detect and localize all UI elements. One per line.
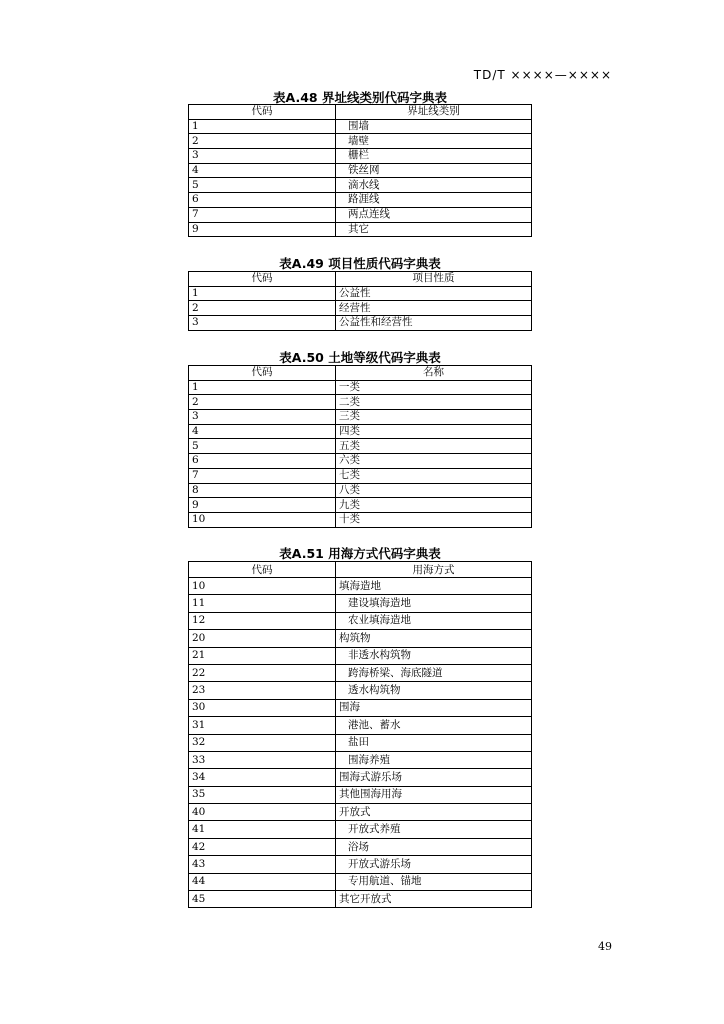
table-row xyxy=(189,873,532,890)
name-cell: 八类 xyxy=(336,483,532,498)
table-row xyxy=(189,751,532,768)
code-cell: 22 xyxy=(189,664,336,681)
name-cell: 一类 xyxy=(336,380,532,395)
code-cell: 5 xyxy=(189,439,336,454)
name-cell: 填海造地 xyxy=(336,578,532,595)
code-cell: 30 xyxy=(189,699,336,716)
code-cell: 10 xyxy=(189,512,336,527)
name-cell: 七类 xyxy=(336,468,532,483)
table-row xyxy=(189,149,532,164)
name-cell: 透水构筑物 xyxy=(336,682,532,699)
table-row xyxy=(189,498,532,513)
name-cell: 跨海桥梁、海底隧道 xyxy=(336,664,532,681)
code-cell: 6 xyxy=(189,454,336,469)
column-header-name: 名称 xyxy=(336,366,532,381)
code-cell: 41 xyxy=(189,821,336,838)
code-cell: 7 xyxy=(189,468,336,483)
code-cell: 7 xyxy=(189,207,336,222)
name-cell: 围海养殖 xyxy=(336,751,532,768)
name-cell: 非透水构筑物 xyxy=(336,647,532,664)
code-cell: 2 xyxy=(189,134,336,149)
name-cell: 两点连线 xyxy=(336,207,532,222)
table-a48 xyxy=(188,104,532,237)
table-header-row xyxy=(189,272,532,287)
table-row xyxy=(189,454,532,469)
code-cell: 23 xyxy=(189,682,336,699)
name-cell: 二类 xyxy=(336,395,532,410)
table-row xyxy=(189,734,532,751)
table-row xyxy=(189,664,532,681)
table-row xyxy=(189,286,532,301)
table-row xyxy=(189,647,532,664)
name-cell: 围墙 xyxy=(336,119,532,134)
name-cell: 路涯线 xyxy=(336,193,532,208)
table-row xyxy=(189,612,532,629)
code-cell: 9 xyxy=(189,498,336,513)
column-header-code: 代码 xyxy=(189,272,336,287)
table-row xyxy=(189,163,532,178)
code-cell: 3 xyxy=(189,410,336,425)
code-cell: 4 xyxy=(189,163,336,178)
name-cell: 其它开放式 xyxy=(336,891,532,908)
column-header-code: 代码 xyxy=(189,562,336,578)
table-row xyxy=(189,483,532,498)
column-header-code: 代码 xyxy=(189,105,336,120)
code-cell: 5 xyxy=(189,178,336,193)
code-cell: 31 xyxy=(189,717,336,734)
table-row xyxy=(189,699,532,716)
code-cell: 9 xyxy=(189,222,336,237)
code-cell: 21 xyxy=(189,647,336,664)
name-cell: 其它 xyxy=(336,222,532,237)
name-cell: 专用航道、锚地 xyxy=(336,873,532,890)
column-header-code: 代码 xyxy=(189,366,336,381)
table-row xyxy=(189,439,532,454)
name-cell: 盐田 xyxy=(336,734,532,751)
code-cell: 33 xyxy=(189,751,336,768)
code-cell: 12 xyxy=(189,612,336,629)
name-cell: 其他围海用海 xyxy=(336,786,532,803)
code-cell: 6 xyxy=(189,193,336,208)
table-row xyxy=(189,856,532,873)
name-cell: 六类 xyxy=(336,454,532,469)
code-cell: 1 xyxy=(189,119,336,134)
table-row xyxy=(189,134,532,149)
table-header-row xyxy=(189,562,532,578)
table-row xyxy=(189,821,532,838)
table-row xyxy=(189,769,532,786)
name-cell: 墙壁 xyxy=(336,134,532,149)
table-row xyxy=(189,222,532,237)
name-cell: 九类 xyxy=(336,498,532,513)
table-a49-caption: 表A.49 项目性质代码字典表 xyxy=(279,256,441,271)
document-header: TD/T ××××—×××× xyxy=(473,68,612,82)
code-cell: 35 xyxy=(189,786,336,803)
table-a50 xyxy=(188,365,532,528)
page-number: 49 xyxy=(598,940,612,953)
table-row xyxy=(189,119,532,134)
code-cell: 11 xyxy=(189,595,336,612)
table-row xyxy=(189,380,532,395)
name-cell: 建设填海造地 xyxy=(336,595,532,612)
column-header-name: 项目性质 xyxy=(336,272,532,287)
table-row xyxy=(189,301,532,316)
table-row xyxy=(189,316,532,331)
table-header-row xyxy=(189,366,532,381)
name-cell: 构筑物 xyxy=(336,630,532,647)
name-cell: 十类 xyxy=(336,512,532,527)
table-row xyxy=(189,512,532,527)
column-header-name: 用海方式 xyxy=(336,562,532,578)
table-a49 xyxy=(188,271,532,331)
table-row xyxy=(189,838,532,855)
table-a51-caption: 表A.51 用海方式代码字典表 xyxy=(279,546,441,561)
table-a48-caption: 表A.48 界址线类别代码字典表 xyxy=(273,90,447,105)
code-cell: 34 xyxy=(189,769,336,786)
table-row xyxy=(189,804,532,821)
table-a50-caption: 表A.50 土地等级代码字典表 xyxy=(279,350,441,365)
code-cell: 40 xyxy=(189,804,336,821)
code-cell: 45 xyxy=(189,891,336,908)
name-cell: 铁丝网 xyxy=(336,163,532,178)
name-cell: 五类 xyxy=(336,439,532,454)
table-row xyxy=(189,595,532,612)
table-row xyxy=(189,410,532,425)
code-cell: 32 xyxy=(189,734,336,751)
code-cell: 1 xyxy=(189,380,336,395)
name-cell: 浴场 xyxy=(336,838,532,855)
name-cell: 农业填海造地 xyxy=(336,612,532,629)
code-cell: 2 xyxy=(189,301,336,316)
code-cell: 43 xyxy=(189,856,336,873)
name-cell: 栅栏 xyxy=(336,149,532,164)
table-row xyxy=(189,193,532,208)
table-row xyxy=(189,682,532,699)
code-cell: 4 xyxy=(189,424,336,439)
name-cell: 开放式 xyxy=(336,804,532,821)
name-cell: 三类 xyxy=(336,410,532,425)
table-row xyxy=(189,786,532,803)
name-cell: 港池、蓄水 xyxy=(336,717,532,734)
code-cell: 8 xyxy=(189,483,336,498)
name-cell: 围海式游乐场 xyxy=(336,769,532,786)
name-cell: 公益性和经营性 xyxy=(336,316,532,331)
table-row xyxy=(189,395,532,410)
column-header-name: 界址线类别 xyxy=(336,105,532,120)
name-cell: 开放式养殖 xyxy=(336,821,532,838)
table-a51 xyxy=(188,561,532,908)
code-cell: 3 xyxy=(189,316,336,331)
table-row xyxy=(189,891,532,908)
table-row xyxy=(189,578,532,595)
table-row xyxy=(189,630,532,647)
code-cell: 1 xyxy=(189,286,336,301)
name-cell: 开放式游乐场 xyxy=(336,856,532,873)
table-row xyxy=(189,717,532,734)
table-row xyxy=(189,468,532,483)
table-row xyxy=(189,207,532,222)
code-cell: 3 xyxy=(189,149,336,164)
code-cell: 42 xyxy=(189,838,336,855)
name-cell: 围海 xyxy=(336,699,532,716)
code-cell: 10 xyxy=(189,578,336,595)
name-cell: 经营性 xyxy=(336,301,532,316)
code-cell: 20 xyxy=(189,630,336,647)
name-cell: 公益性 xyxy=(336,286,532,301)
table-header-row xyxy=(189,105,532,120)
table-row xyxy=(189,178,532,193)
name-cell: 滴水线 xyxy=(336,178,532,193)
code-cell: 44 xyxy=(189,873,336,890)
table-row xyxy=(189,424,532,439)
code-cell: 2 xyxy=(189,395,336,410)
name-cell: 四类 xyxy=(336,424,532,439)
